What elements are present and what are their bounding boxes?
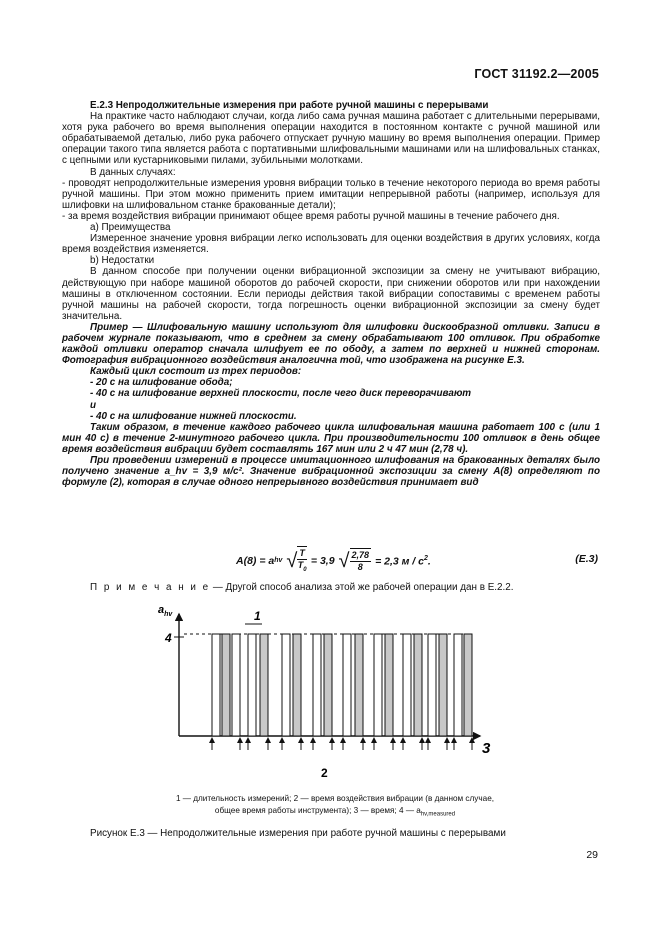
vibration-bar [439, 634, 447, 736]
vibration-bar [464, 634, 472, 736]
vibration-bar [232, 634, 240, 736]
vibration-bar [414, 634, 422, 736]
label-1: 1 [254, 609, 261, 623]
formula-rhs-text: = 2,3 м / с [375, 555, 424, 568]
paragraph: В данных случаях: [90, 166, 176, 178]
formula-mid: = 3,9 [310, 554, 335, 567]
fraction-1-den [298, 560, 307, 576]
figure-caption: Рисунок Е.3 — Непродолжительные измерения при работе ручной машины с перерывами [90, 828, 506, 839]
fraction-1-den-sub: 0 [303, 566, 307, 573]
vibration-bar [454, 634, 462, 736]
vibration-bar [385, 634, 393, 736]
vibration-bar [248, 634, 256, 736]
formula-rhs-sup: 2 [423, 554, 428, 562]
radical-sign-icon: √ [286, 549, 298, 572]
example-paragraph: - 40 с на шлифование верхней плоскости, после чего диск переворачивают [90, 388, 472, 400]
vibration-bar [282, 634, 290, 736]
legend-line-2-text: общее время работы инструмента); 3 — время; 4 — a [214, 806, 421, 815]
paragraph: Измеренное значение уровня вибрации легко использовать для оценки воздействия в других условиях, когда время воздействия изменяется. [62, 233, 600, 256]
vibration-bar [313, 634, 321, 736]
paragraph: На практике часто наблюдают случаи, когда либо сама ручная машина работает с длительными перерывами, хотя рука рабочего во время выполнения операции находится в постоянном контакте с ручной машиной или обрабатываемой деталью, либо рука рабочего отпускает ручную машину во время выполнения операции. Пример операции такого типа является работа с портативными шлифовальными машинами или на шлифовальных станках, с цепными или кустарниковыми пилами, зубильными молотками. [62, 111, 600, 167]
formula-e3 [236, 546, 431, 576]
vibration-bar [355, 634, 363, 736]
note-label: П р и м е ч а н и е [90, 582, 211, 593]
formula-lhs: A(8) = a [236, 554, 275, 567]
vibration-bar [293, 634, 301, 736]
legend-line-2 [100, 805, 570, 821]
vibration-bar [374, 634, 382, 736]
fraction-1-den-text: T [297, 560, 304, 570]
formula-dot: . [427, 555, 431, 568]
fraction-1-num: T [299, 548, 305, 558]
figure-legend [100, 793, 570, 821]
section-heading: Е.2.3 Непродолжительные измерения при работе ручной машины с перерывами [90, 100, 489, 111]
note [90, 582, 514, 593]
body-text [62, 100, 600, 488]
example-paragraph: и [90, 399, 97, 411]
standard-number: ГОСТ 31192.2—2005 [474, 67, 599, 81]
legend-line-2-sub: hv,measured [420, 811, 456, 818]
sqrt-1 [286, 546, 306, 576]
vibration-bar [260, 634, 268, 736]
label-2: 2 [321, 766, 328, 780]
label-3: 3 [482, 740, 491, 757]
fraction-2-den: 8 [357, 562, 363, 573]
vibration-bar [324, 634, 332, 736]
vibration-bar [343, 634, 351, 736]
paragraph: - проводят непродолжительные измерения уровня вибрации только в течение некоторого периода во время работы ручной машины. При этом можно применить прием имитации непрерывной работы (например, используя для шлифовки на шлифовальном станке бракованные детали); [62, 177, 600, 211]
formula-rhs [375, 555, 431, 568]
example-paragraph: При проведении измерений в процессе имитационного шлифования на бракованных деталях было получено значение a_hv = 3,9 м/с². Значение вибрационной экспозиции за смену A(8) определяют по формуле (2), которая в случае одного непрерывного воздействия принимает вид [62, 455, 600, 489]
fraction-1 [297, 546, 307, 576]
radical-sign-icon: √ [338, 549, 350, 572]
example-paragraph: - 20 с на шлифование обода; [90, 377, 233, 389]
page-number: 29 [586, 849, 598, 861]
legend-line-1: 1 — длительность измерений; 2 — время воздействия вибрации (в данном случае, [175, 794, 495, 803]
paragraph: В данном способе при получении оценки вибрационной экспозиции за смену не учитывают вибрацию, действующую при наборе машиной оборотов до рабочей скорости, при снижении оборотов или при нахождении машины в отключенном состоянии. Если периоды действия такой вибрации сопоставимы с временем работы ручной машины на рабочей скорости, тогда погрешность оценки вибрационной экспозиции за смену будет значительна. [62, 266, 600, 322]
example-paragraph: - 40 с на шлифование нижней плоскости. [90, 410, 297, 422]
figure-e3 [150, 600, 510, 786]
example-paragraph: Каждый цикл состоит из трех периодов: [90, 366, 302, 378]
y-axis-label: $a_{hv}$ [158, 604, 173, 618]
paragraph: - за время воздействия вибрации принимают общее время работы ручной машины в течение рабочего дня. [62, 210, 560, 222]
sqrt-2 [339, 548, 372, 573]
vibration-bar [222, 634, 230, 736]
vibration-bar [428, 634, 436, 736]
label-4: 4 [165, 631, 172, 645]
example-paragraph: Таким образом, в течение каждого рабочего цикла шлифовальная машина работает 100 с (или 1 мин 40 с) в течение 2-минутного рабочего цикла. При производительности 100 отливок в день общее время воздействия вибрации будет составлять 167 мин или 2 ч 47 мин (2,78 ч). [62, 421, 600, 455]
vibration-bar [212, 634, 220, 736]
paragraph: a) Преимущества [90, 222, 171, 234]
fraction-2-num: 2,78 [351, 550, 370, 561]
paragraph: b) Недостатки [90, 255, 155, 267]
example-paragraph: Пример — Шлифовальную машину используют для шлифовки дискообразной отливки. Записи в рабочем журнале показывают, что в среднем за смену обрабатывают 100 отливок. При обработке каждой отливки оператор сначала шлифует ее по ободу, а затем по верхней и нижней сторонам. Фотография вибрационного воздействия аналогична той, что изображена на рисунке Е.3. [62, 321, 600, 367]
formula-sub: hv [274, 557, 283, 565]
vibration-bar [403, 634, 411, 736]
note-text: — Другой способ анализа этой же рабочей операции дан в Е.2.2. [210, 582, 514, 593]
fraction-2 [350, 548, 372, 573]
equation-number: (Е.3) [575, 553, 598, 565]
